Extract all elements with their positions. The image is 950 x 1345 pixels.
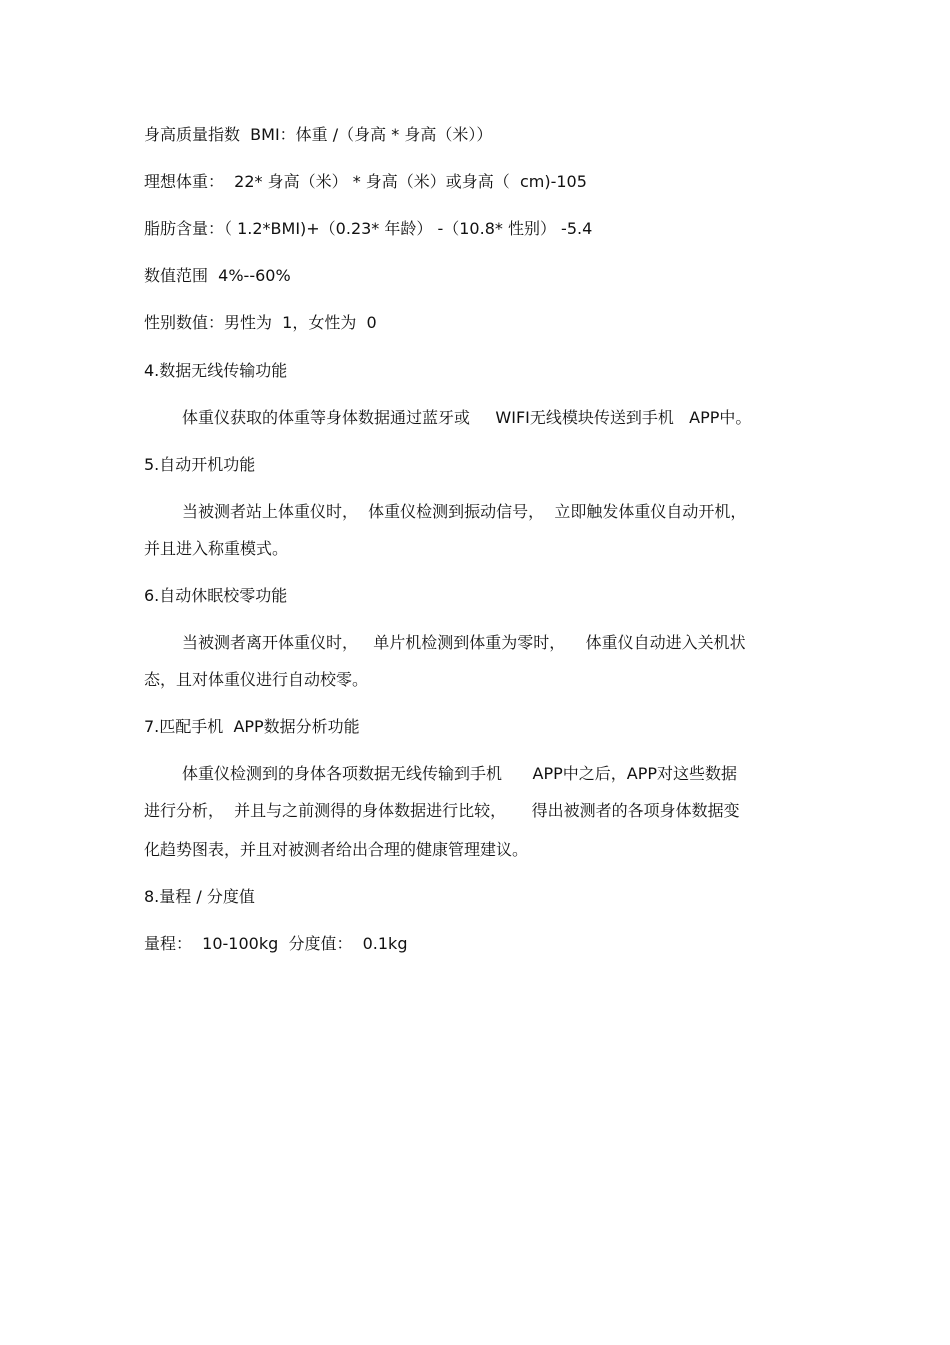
section-6-paragraph-line-1: 当被测者离开体重仪时， 单片机检测到体重为零时， 体重仪自动进入关机状 <box>182 633 746 652</box>
gender-value-line: 性别数值：男性为 1，女性为 0 <box>144 313 377 332</box>
section-heading-4: 4.数据无线传输功能 <box>144 361 288 380</box>
ideal-weight-formula-line: 理想体重： 22* 身高（米） * 身高（米）或身高（ cm)-105 <box>144 172 587 191</box>
section-5-paragraph-line-1: 当被测者站上体重仪时， 体重仪检测到振动信号， 立即触发体重仪自动开机， <box>182 502 747 521</box>
section-6-paragraph-line-2: 态，且对体重仪进行自动校零。 <box>144 670 369 689</box>
section-heading-5: 5.自动开机功能 <box>144 455 256 474</box>
range-division-line: 量程： 10-100kg 分度值： 0.1kg <box>144 934 408 953</box>
section-heading-7: 7.匹配手机 APP数据分析功能 <box>144 717 360 736</box>
body-fat-formula-line: 脂肪含量：（ 1.2*BMI)+（0.23* 年龄） -（10.8* 性别） -5.4 <box>144 219 593 238</box>
section-7-paragraph-line-2: 进行分析， 并且与之前测得的身体数据进行比较， 得出被测者的各项身体数据变 <box>144 801 740 820</box>
section-5-paragraph-line-2: 并且进入称重模式。 <box>144 539 289 558</box>
value-range-line: 数值范围 4%--60% <box>144 266 291 285</box>
section-heading-6: 6.自动休眠校零功能 <box>144 586 288 605</box>
bmi-formula-line: 身高质量指数 BMI：体重 /（身高 * 身高（米）） <box>144 125 493 144</box>
section-7-paragraph-line-3: 化趋势图表，并且对被测者给出合理的健康管理建议。 <box>144 840 529 859</box>
section-heading-8: 8.量程 / 分度值 <box>144 887 255 906</box>
section-7-paragraph-line-1: 体重仪检测到的身体各项数据无线传输到手机 APP中之后，APP对这些数据 <box>182 764 738 783</box>
section-4-paragraph: 体重仪获取的体重等身体数据通过蓝牙或 WIFI无线模块传送到手机 APP中。 <box>182 408 752 427</box>
